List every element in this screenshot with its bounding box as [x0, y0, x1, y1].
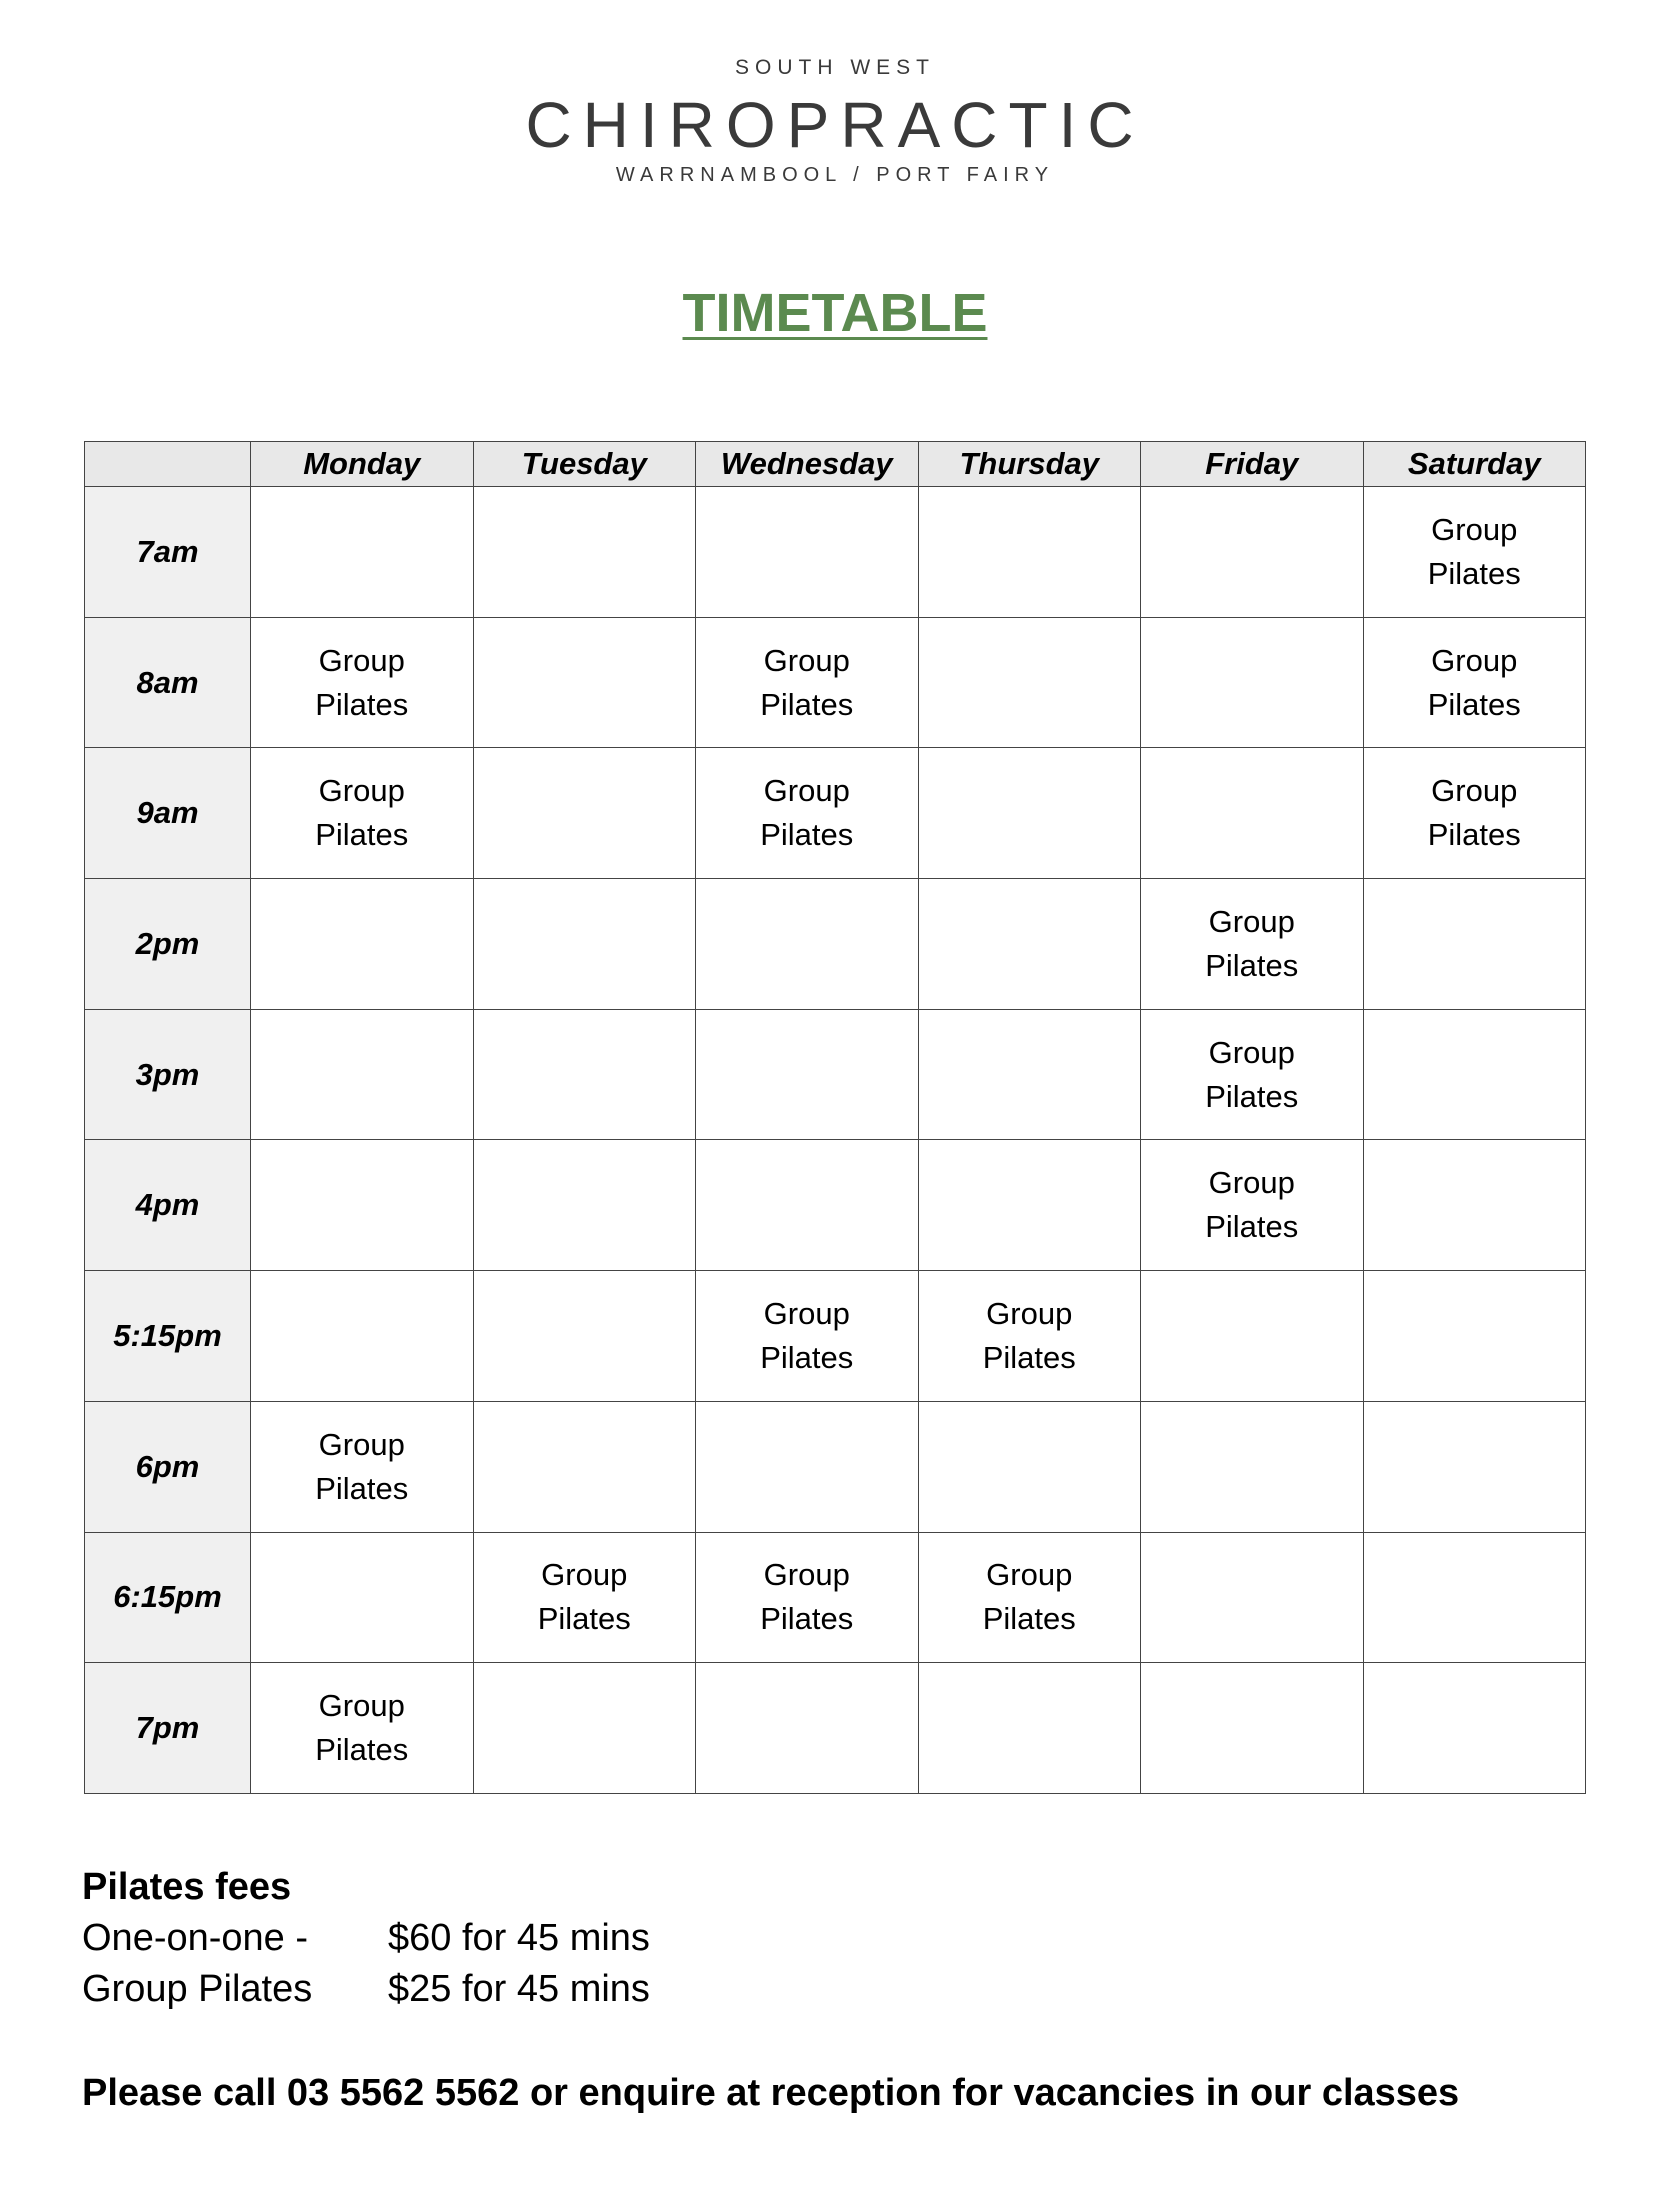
class-cell: Group Pilates [696, 617, 919, 748]
empty-cell [251, 1271, 474, 1402]
empty-cell [696, 1401, 919, 1532]
empty-cell [918, 617, 1141, 748]
day-header: Friday [1141, 442, 1364, 487]
empty-cell [1141, 487, 1364, 618]
brand-locations: WARRNAMBOOL / PORT FAIRY [615, 164, 1055, 186]
page-title: TIMETABLE [682, 283, 988, 343]
brand-name: CHIROPRACTIC [525, 89, 1145, 161]
table-row [85, 1532, 1586, 1663]
empty-cell [1363, 879, 1586, 1010]
day-header: Saturday [1363, 442, 1586, 487]
empty-cell [696, 487, 919, 618]
empty-cell [918, 487, 1141, 618]
empty-cell [918, 1140, 1141, 1271]
brand-top: SOUTH WEST [735, 56, 935, 79]
table-row [85, 748, 1586, 879]
empty-cell [696, 1140, 919, 1271]
fee-row [82, 1964, 650, 2015]
empty-cell [1363, 1663, 1586, 1794]
table-row [85, 1401, 1586, 1532]
class-cell: Group Pilates [1363, 487, 1586, 618]
table-row [85, 1140, 1586, 1271]
table-row [85, 1009, 1586, 1140]
empty-cell [1363, 1271, 1586, 1402]
class-cell: Group Pilates [918, 1271, 1141, 1402]
class-cell: Group Pilates [251, 748, 474, 879]
empty-cell [251, 879, 474, 1010]
time-slot: 7pm [85, 1663, 251, 1794]
table-row [85, 1663, 1586, 1794]
time-slot: 5:15pm [85, 1271, 251, 1402]
timetable [84, 441, 1586, 1794]
class-cell: Group Pilates [1363, 617, 1586, 748]
class-cell: Group Pilates [696, 1271, 919, 1402]
class-cell: Group Pilates [918, 1532, 1141, 1663]
empty-cell [696, 1009, 919, 1140]
empty-cell [251, 1009, 474, 1140]
time-slot: 4pm [85, 1140, 251, 1271]
time-slot: 3pm [85, 1009, 251, 1140]
day-header: Thursday [918, 442, 1141, 487]
fee-label: One-on-one - [82, 1917, 309, 1959]
class-cell: Group Pilates [1141, 1140, 1364, 1271]
empty-cell [1363, 1009, 1586, 1140]
empty-cell [251, 487, 474, 618]
empty-cell [918, 879, 1141, 1010]
class-cell: Group Pilates [1363, 748, 1586, 879]
timetable-header-row [85, 442, 1586, 487]
corner-cell [85, 442, 251, 487]
empty-cell [251, 1140, 474, 1271]
class-cell: Group Pilates [696, 1532, 919, 1663]
table-row [85, 1271, 1586, 1402]
empty-cell [696, 1663, 919, 1794]
empty-cell [473, 1271, 696, 1402]
table-row [85, 487, 1586, 618]
fees-section [82, 1862, 650, 2015]
empty-cell [1363, 1401, 1586, 1532]
fee-label: Group Pilates [82, 1968, 313, 2010]
time-slot: 9am [85, 748, 251, 879]
fee-row [82, 1913, 650, 1964]
class-cell: Group Pilates [251, 1401, 474, 1532]
day-header: Wednesday [696, 442, 919, 487]
time-slot: 6:15pm [85, 1532, 251, 1663]
class-cell: Group Pilates [696, 748, 919, 879]
empty-cell [473, 1009, 696, 1140]
empty-cell [473, 617, 696, 748]
empty-cell [251, 1532, 474, 1663]
class-cell: Group Pilates [251, 617, 474, 748]
day-header: Tuesday [473, 442, 696, 487]
empty-cell [473, 1140, 696, 1271]
class-cell: Group Pilates [251, 1663, 474, 1794]
empty-cell [1363, 1140, 1586, 1271]
fee-price: $60 for 45 mins [388, 1917, 650, 1959]
empty-cell [918, 1009, 1141, 1140]
empty-cell [1141, 617, 1364, 748]
empty-cell [473, 1401, 696, 1532]
empty-cell [696, 879, 919, 1010]
class-cell: Group Pilates [1141, 879, 1364, 1010]
empty-cell [1363, 1532, 1586, 1663]
empty-cell [473, 1663, 696, 1794]
empty-cell [473, 487, 696, 618]
time-slot: 2pm [85, 879, 251, 1010]
empty-cell [918, 1663, 1141, 1794]
empty-cell [473, 879, 696, 1010]
empty-cell [918, 1401, 1141, 1532]
empty-cell [1141, 1401, 1364, 1532]
empty-cell [1141, 748, 1364, 879]
empty-cell [1141, 1271, 1364, 1402]
table-row [85, 879, 1586, 1010]
empty-cell [1141, 1663, 1364, 1794]
class-cell: Group Pilates [1141, 1009, 1364, 1140]
time-slot: 8am [85, 617, 251, 748]
class-cell: Group Pilates [473, 1532, 696, 1663]
day-header: Monday [251, 442, 474, 487]
empty-cell [473, 748, 696, 879]
time-slot: 7am [85, 487, 251, 618]
time-slot: 6pm [85, 1401, 251, 1532]
table-row [85, 617, 1586, 748]
call-to-action: Please call 03 5562 5562 or enquire at reception for vacancies in our classes [82, 2072, 1460, 2114]
fees-title: Pilates fees [82, 1866, 292, 1908]
fee-price: $25 for 45 mins [388, 1968, 650, 2010]
empty-cell [1141, 1532, 1364, 1663]
empty-cell [918, 748, 1141, 879]
